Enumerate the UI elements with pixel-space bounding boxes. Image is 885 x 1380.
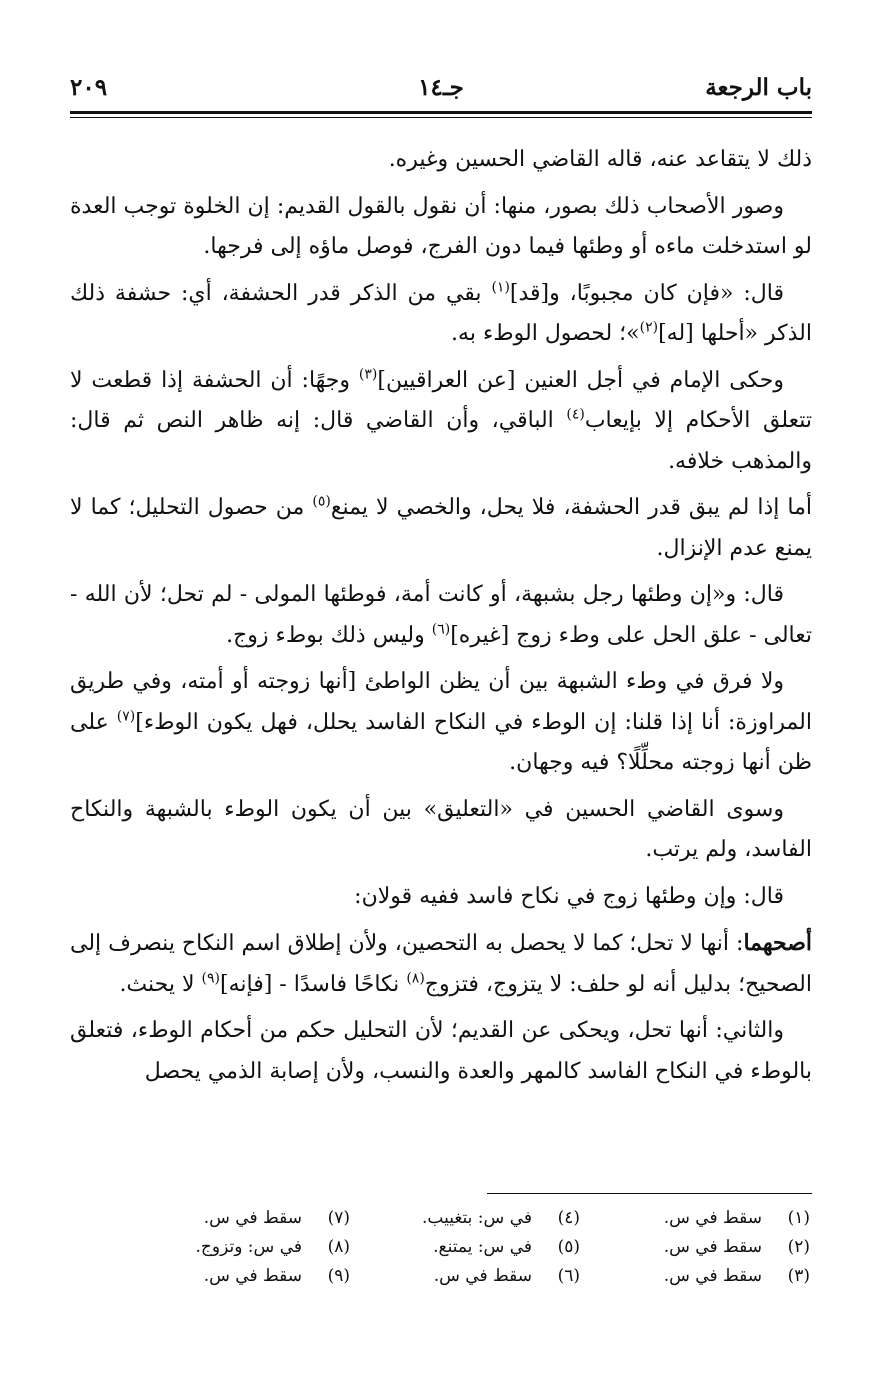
running-header [70, 70, 812, 110]
page-number: ٢٠٩ [70, 74, 108, 101]
volume-label: جـ١٤ [418, 74, 464, 101]
footnote: (٥)في س: يمتنع. [433, 1237, 580, 1257]
footnote-ref: (٤) [566, 406, 585, 423]
paragraph: ولا فرق في وطء الشبهة بين أن يظن الواطئ [أنها زوجته أو أمته، وفي طريق المراوزة: أنا إذا قلنا: إن الوطء في النكاح الفاسد يحلل، فهل يكون الوطء]$^{(٧)}$ على ظن أنها زوجته محلِّلًا؟ فيه وجهان. [70, 669, 812, 775]
footnote-separator [487, 1193, 812, 1194]
main-text [70, 140, 812, 1098]
footnote: (٧)سقط في س. [203, 1208, 350, 1228]
footnote: (٢)سقط في س. [663, 1237, 810, 1257]
paragraph: ذلك لا يتقاعد عنه، قاله القاضي الحسين وغيره. [388, 147, 812, 172]
chapter-title: باب الرجعة [705, 74, 812, 101]
footnote-ref: (١) [491, 279, 510, 296]
footnote-ref: (٣) [358, 366, 378, 383]
paragraph: قال: وإن وطئها زوج في نكاح فاسد ففيه قولان: [354, 883, 784, 909]
footnote-ref: (٩) [201, 970, 220, 987]
lead-word: أصحهما [743, 930, 812, 956]
footnote-ref: (٦) [431, 621, 451, 638]
footnotes [120, 1205, 810, 1290]
header-rule-thin [70, 117, 812, 118]
paragraph: أما إذا لم يبق قدر الحشفة، فلا يحل، والخصي لا يمنع$^{(٥)}$ من حصول التحليل؛ كما لا يمنع عدم الإنزال. [70, 493, 813, 561]
footnote: (٨)في س: وتزوج. [195, 1237, 350, 1257]
paragraph: قال: «فإن كان مجبوبًا، و[قد]$^{(١)}$ بقي من الذكر قدر الحشفة، أي: حشفة ذلك الذكر «أحلها [له]$^{(٢)}$»؛ لحصول الوطء به. [70, 279, 812, 346]
footnote-ref: (٥) [312, 493, 331, 510]
paragraph: وحكى الإمام في أجل العنين [عن العراقيين]$^{(٣)}$ وجهًا: أن الحشفة إذا قطعت لا تتعلق الأحكام إلا بإيعاب$^{(٤)}$ الباقي، وأن القاضي قال: إنه ظاهر النص ثم قال: والمذهب خلافه. [70, 366, 812, 474]
footnote-ref: (٢) [639, 319, 659, 336]
footnote: (٣)سقط في س. [663, 1266, 810, 1286]
footnote-ref: (٨) [406, 970, 425, 987]
paragraph: أصحهما: أنها لا تحل؛ كما لا يحصل به التحصين، ولأن إطلاق اسم النكاح ينصرف إلى الصحيح؛ بدليل أنه لو حلف: لا يتزوج، فتزوج$^{(٨)}$ نكاحًا فاسدًا - [فإنه]$^{(٩)}$ لا يحنث. [70, 930, 812, 997]
footnote: (١)سقط في س. [663, 1208, 810, 1228]
paragraph: وصور الأصحاب ذلك بصور، منها: أن نقول بالقول القديم: إن الخلوة توجب العدة لو استدخلت ماءه أو وطئها فيما دون الفرج، فوصل ماؤه إلى فرجها. [70, 193, 812, 259]
paragraph: قال: و«إن وطئها رجل بشبهة، أو كانت أمة، فوطئها المولى - لم تحل؛ لأن الله - تعالى - علق الحل على وطء زوج [غيره]$^{(٦)}$ وليس ذلك بوطء زوج. [70, 582, 812, 648]
paragraph: والثاني: أنها تحل، ويحكى عن القديم؛ لأن التحليل حكم من أحكام الوطء، فتعلق بالوطء في النكاح الفاسد كالمهر والعدة والنسب، ولأن إصابة الذمي يحصل [70, 1018, 812, 1084]
header-rule-thick [70, 111, 812, 114]
footnote: (٤)في س: بتغييب. [421, 1208, 580, 1228]
footnote-ref: (٧) [116, 708, 136, 725]
footnote: (٩)سقط في س. [203, 1266, 350, 1286]
paragraph: وسوى القاضي الحسين في «التعليق» بين أن يكون الوطء بالشبهة والنكاح الفاسد، ولم يرتب. [70, 796, 812, 862]
footnote: (٦)سقط في س. [433, 1266, 580, 1286]
